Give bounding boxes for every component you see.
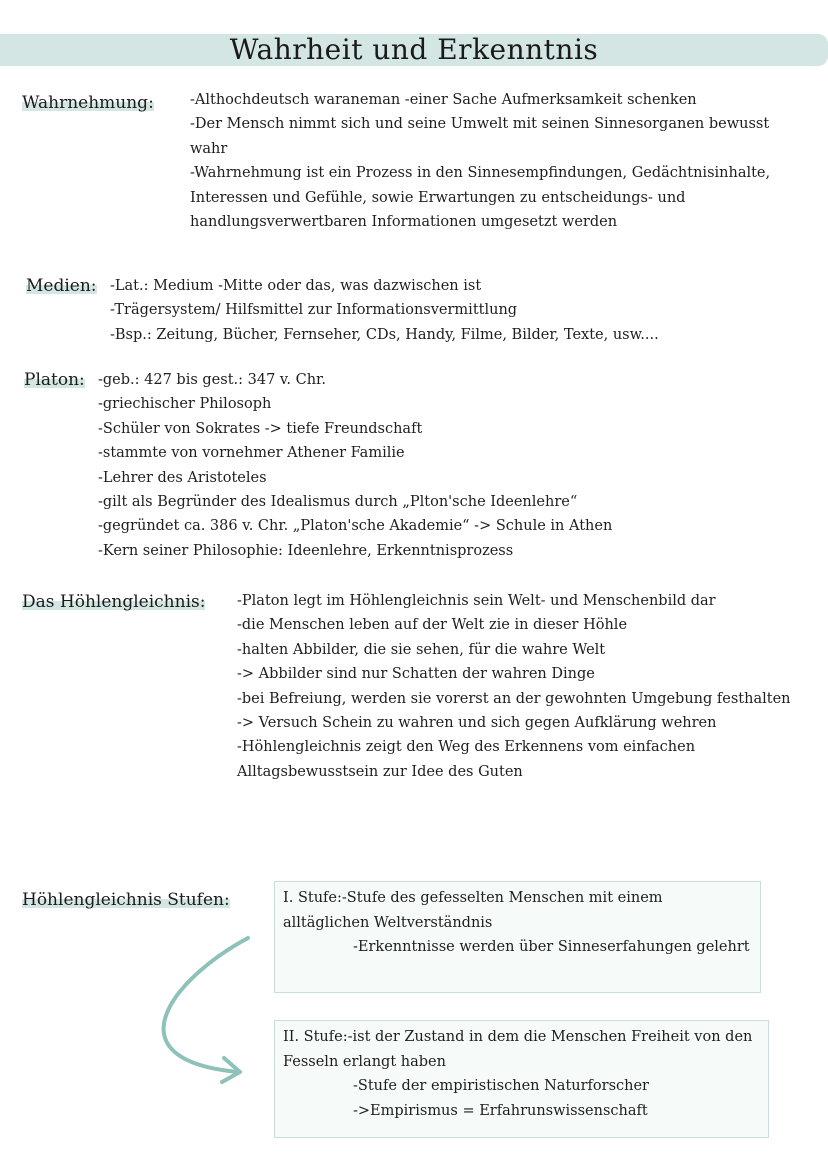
stufe-2-line: -Stufe der empiristischen Naturforscher	[353, 1078, 649, 1095]
page-title: Wahrheit und Erkenntnis	[229, 33, 599, 66]
hoehlengleichnis-line: -bei Befreiung, werden sie vorerst an der gewohnten Umgebung festhalten	[237, 690, 791, 707]
hoehlengleichnis-line: -> Versuch Schein zu wahren und sich gegen Aufklärung wehren	[237, 715, 717, 732]
stufen-label	[22, 888, 230, 912]
platon-line: -gegründet ca. 386 v. Chr. „Platon'sche Akademie“ -> Schule in Athen	[98, 518, 613, 535]
platon-line: -griechischer Philosoph	[98, 396, 272, 413]
hoehlengleichnis-line: -> Abbilder sind nur Schatten der wahren Dinge	[237, 666, 595, 683]
platon-label	[24, 368, 85, 392]
hoehlengleichnis-label	[22, 590, 205, 614]
stufe-2-box	[274, 1020, 769, 1138]
curved-arrow-icon	[130, 920, 260, 1090]
stufe-2-line: ->Empirismus = Erfahrunswissenschaft	[353, 1102, 648, 1119]
platon-line: -Kern seiner Philosophie: Ideenlehre, Erkenntnisprozess	[98, 542, 514, 559]
platon-line: -Schüler von Sokrates -> tiefe Freundschaft	[98, 420, 423, 437]
platon-label-text: Platon:	[24, 370, 85, 390]
medien-line: -Trägersystem/ Hilfsmittel zur Informationsvermittlung	[110, 302, 518, 319]
platon-notes	[98, 368, 798, 563]
hoehlengleichnis-line: -halten Abbilder, die sie sehen, für die wahre Welt	[237, 641, 606, 658]
hoehlengleichnis-line: -Platon legt im Höhlengleichnis sein Welt- und Menschenbild dar	[237, 593, 716, 609]
wahrnehmung-notes	[190, 88, 810, 234]
wahrnehmung-label	[22, 91, 154, 115]
stufe-1-line: -Erkenntnisse werden über Sinneserfahungen gelehrt	[353, 939, 750, 956]
wahrnehmung-line: -Wahrnehmung ist ein Prozess in den Sinnesempfindungen, Gedächtnisinhalte, Interessen und Gefühle, sowie Erwartungen zu entscheidungs- und handlungsverwertbaren Informationen umgesetzt werden	[190, 165, 771, 231]
hoehlengleichnis-line: -Höhlengleichnis zeigt den Weg des Erkennens vom einfachen Alltagsbewusstsein zur Idee des Guten	[237, 739, 696, 780]
wahrnehmung-label-text: Wahrnehmung:	[22, 93, 154, 113]
platon-line: -Lehrer des Aristoteles	[98, 469, 267, 486]
wahrnehmung-line: -Der Mensch nimmt sich und seine Umwelt mit seinen Sinnesorganen bewusst wahr	[190, 116, 770, 157]
hoehlengleichnis-notes	[237, 589, 797, 784]
wahrnehmung-line: -Althochdeutsch waraneman -einer Sache Aufmerksamkeit schenken	[190, 92, 697, 108]
hoehlengleichnis-line: -die Menschen leben auf der Welt zie in dieser Höhle	[237, 617, 628, 634]
medien-line: -Lat.: Medium -Mitte oder das, was dazwischen ist	[110, 278, 482, 294]
medien-label	[26, 274, 97, 298]
stufe-1-line: I. Stufe:-Stufe des gefesselten Menschen mit einem alltäglichen Weltverständnis	[283, 890, 663, 931]
medien-notes	[110, 274, 810, 347]
hoehlengleichnis-label-text: Das Höhlengleichnis:	[22, 592, 206, 612]
medien-line: -Bsp.: Zeitung, Bücher, Fernseher, CDs, Handy, Filme, Bilder, Texte, usw....	[110, 326, 659, 343]
medien-label-text: Medien:	[26, 276, 97, 296]
stufe-2-line: II. Stufe:-ist der Zustand in dem die Menschen Freiheit von den Fesseln erlangt haben	[283, 1029, 753, 1070]
platon-line: -geb.: 427 bis gest.: 347 v. Chr.	[98, 372, 326, 388]
platon-line: -stammte von vornehmer Athener Familie	[98, 445, 405, 462]
stufen-label-text: Höhlengleichnis Stufen:	[22, 890, 230, 910]
stufe-1-box	[274, 881, 761, 993]
platon-line: -gilt als Begründer des Idealismus durch „Plton'sche Ideenlehre“	[98, 494, 578, 511]
